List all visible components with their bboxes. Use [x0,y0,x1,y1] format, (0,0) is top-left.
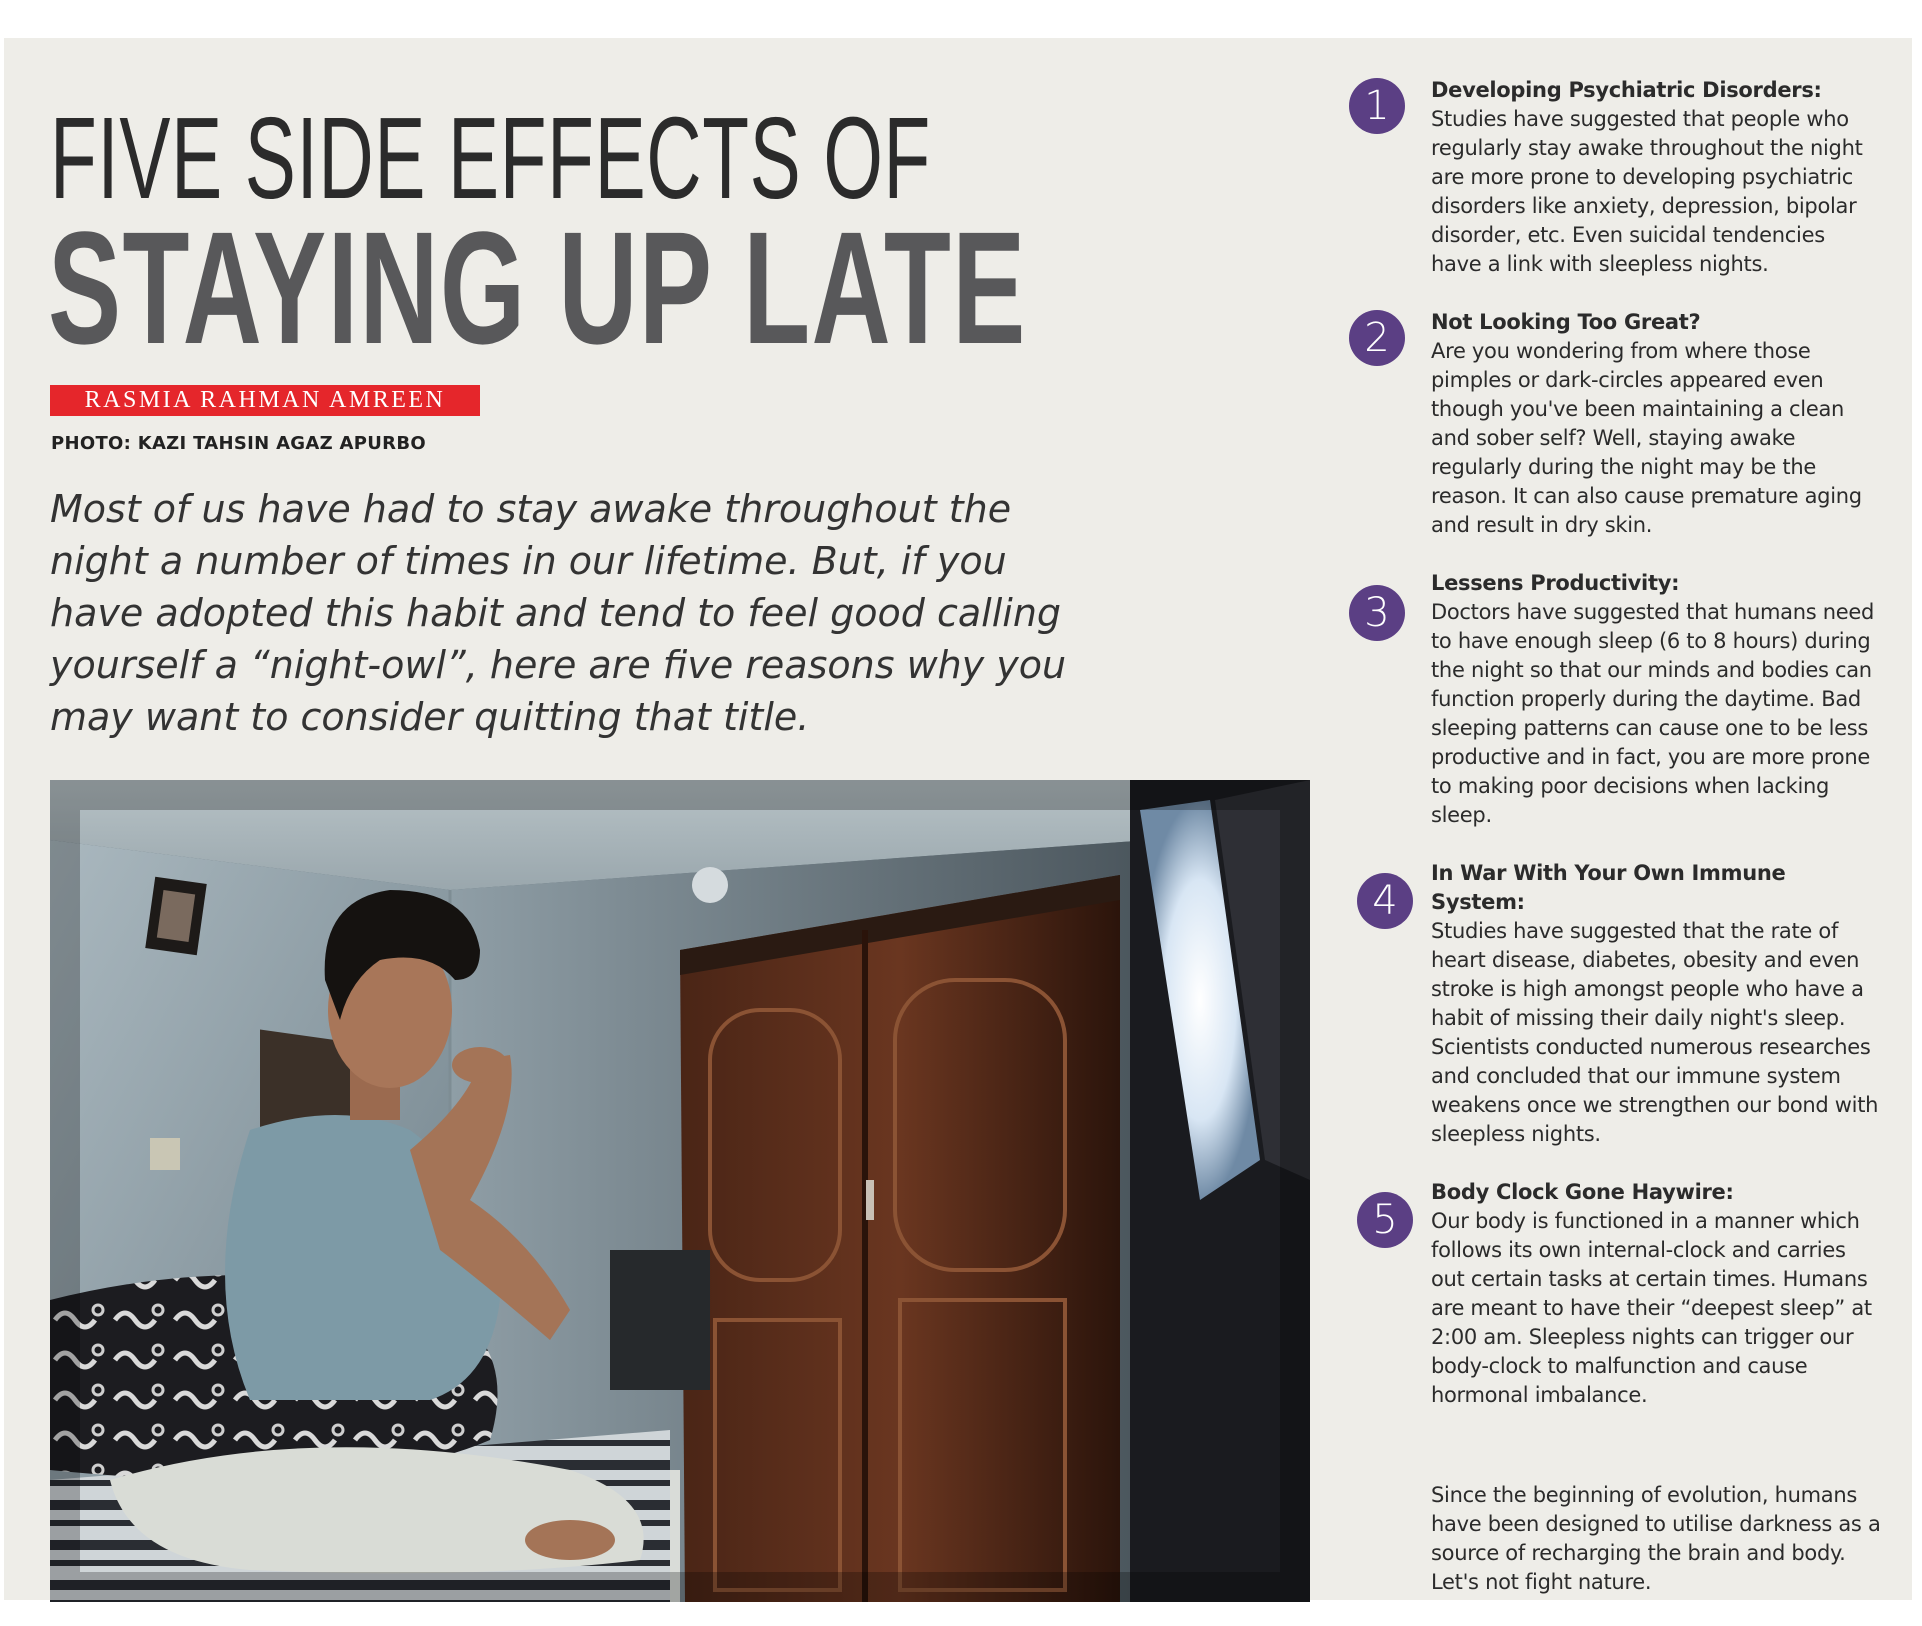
intro-paragraph: Most of us have had to stay awake throughout the night a number of times in our lifetime. But, if you have adopted this habit and tend to feel good calling yourself a “night-owl”, here are five reasons why you may want to consider quitting that title. [50,487,1067,739]
effect-text [1431,859,1881,1149]
number-badge-icon: 2 [1349,310,1405,366]
effect-body: Studies have suggested that the rate of heart disease, diabetes, obesity and even stroke is high amongst people who have a habit of missing their daily night's sleep. Scientists conducted numerous researches and concluded that our immune system weakens once we strengthen our bond with sleepless nights. [1431,919,1879,1146]
effect-item-1 [1349,76,1909,276]
effect-text [1431,308,1881,540]
number-badge-icon: 3 [1349,585,1405,641]
effect-body: Doctors have suggested that humans need to have enough sleep (6 to 8 hours) during the night so that our minds and bodies can function properly during the daytime. Bad sleeping patterns can cause one to be less productive and in fact, you are more prone to making poor decisions when lacking sleep. [1431,600,1874,827]
effect-title: Body Clock Gone Haywire: [1431,1180,1734,1204]
number-badge-icon: 1 [1349,78,1405,134]
headline-line-2: STAYING UP LATE [48,198,1027,377]
number-badge-icon: 4 [1357,873,1413,929]
effect-item-5 [1349,1178,1909,1428]
effect-body: Studies have suggested that people who regularly stay awake throughout the night are more prone to developing psychiatric disorders like anxiety, depression, bipolar disorder, etc. Even suicidal tendencies have a link with sleepless nights. [1431,107,1863,276]
effect-text [1431,76,1881,279]
effect-title: Not Looking Too Great? [1431,310,1701,334]
effect-item-4 [1349,859,1909,1149]
effect-title: In War With Your Own Immune System: [1431,861,1786,914]
headline-line-1: FIVE SIDE EFFECTS OF [50,93,931,223]
author-byline: RASMIA RAHMAN AMREEN [50,385,480,416]
effect-item-3 [1349,569,1909,827]
photo-credit: PHOTO: KAZI TAHSIN AGAZ APURBO [51,433,426,454]
effect-title: Developing Psychiatric Disorders: [1431,78,1822,102]
effect-body: Are you wondering from where those pimples or dark-circles appeared even though you've been maintaining a clean and sober self? Well, staying awake regularly during the night may be the reason. It can also cause premature aging and result in dry skin. [1431,339,1862,537]
article-page [4,38,1912,1600]
number-badge-icon: 5 [1357,1192,1413,1248]
effect-title: Lessens Productivity: [1431,571,1680,595]
effect-item-2 [1349,308,1909,537]
article-photo [50,780,1310,1602]
effect-text [1431,569,1881,830]
conclusion-paragraph: Since the beginning of evolution, humans have been designed to utilise darkness as a source of recharging the brain and body. Let's not fight nature. [1431,1483,1881,1594]
effect-body: Our body is functioned in a manner which follows its own internal-clock and carries out certain tasks at certain times. Humans are meant to have their “deepest sleep” at 2:00 am. Sleepless nights can trigger our body-clock to malfunction and cause hormonal imbalance. [1431,1209,1872,1407]
effect-text [1431,1178,1881,1410]
